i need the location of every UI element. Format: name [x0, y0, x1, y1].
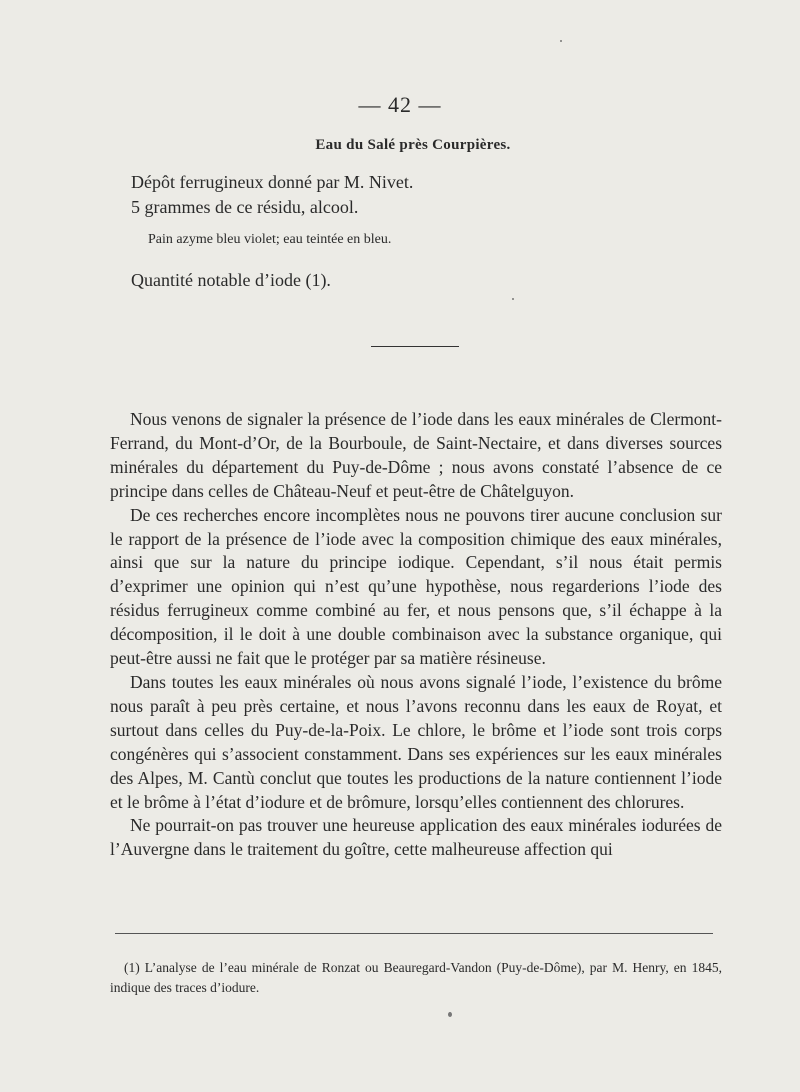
reaction-line: Pain azyme bleu violet; eau teintée en bleu.: [148, 232, 392, 247]
paragraph: Dans toutes les eaux minérales où nous avons signalé l’iode, l’existence du brôme nous paraît à peu près certaine, et nous l’avons reconnu dans les eaux de Royat, et surtout dans celles du Puy-de-la-Poix. Le chlore, le brôme et l’iode sont trois corps congénères qui s’associent constamment. Dans ses expériences sur les eaux minérales des Alpes, M. Cantù conclut que toutes les productions de la nature contiennent l’iode et le brôme à l’état d’iodure et de brômure, lorsqu’elles contiennent des chlorures.: [110, 671, 722, 812]
footnote-divider: [115, 933, 713, 934]
ink-speck: [560, 40, 562, 42]
ink-speck: [512, 298, 514, 300]
paragraph: De ces recherches encore incomplètes nous ne pouvons tirer aucune conclusion sur le rapport de la présence de l’iode avec la composition chimique des eaux minérales, ainsi que sur la nature du principe iodique. Cependant, s’il nous était permis d’exprimer une opinion qui n’est qu’une hypothèse, nous regarderions l’iode des résidus ferrugineux comme combiné au fer, et nous pensons que, s’il échappe à la décomposition, il le doit à une double combinaison avec la substance organique, qui peut-être aussi ne fait que le protéger par sa matière résineuse.: [110, 504, 722, 669]
section-title: Eau du Salé près Courpières.: [315, 137, 511, 153]
intro-line: 5 grammes de ce résidu, alcool.: [131, 197, 359, 217]
page-number: — 42 —: [358, 92, 442, 117]
result-line: Quantité notable d’iode (1).: [131, 270, 331, 290]
ink-speck: [448, 1012, 452, 1017]
paragraph: Nous venons de signaler la présence de l’iode dans les eaux minérales de Clermont-Ferrand, du Mont-d’Or, de la Bourboule, de Saint-Nectaire, et dans diverses sources minérales du département du Puy-de-Dôme ; nous avons constaté l’absence de ce principe dans celles de Château-Neuf et peut-être de Châtelguyon.: [110, 409, 722, 501]
intro-line: Dépôt ferrugineux donné par M. Nivet.: [131, 172, 414, 192]
footnote: [110, 958, 722, 998]
section-divider: [371, 346, 459, 347]
footnote-text: (1) L’analyse de l’eau minérale de Ronzat ou Beauregard-Vandon (Puy-de-Dôme), par M. Henry, en 1845, indique des traces d’iodure.: [110, 960, 722, 995]
paragraph: Ne pourrait-on pas trouver une heureuse application des eaux minérales iodurées de l’Auvergne dans le traitement du goître, cette malheureuse affection qui: [110, 815, 722, 860]
body-text: [110, 408, 722, 862]
